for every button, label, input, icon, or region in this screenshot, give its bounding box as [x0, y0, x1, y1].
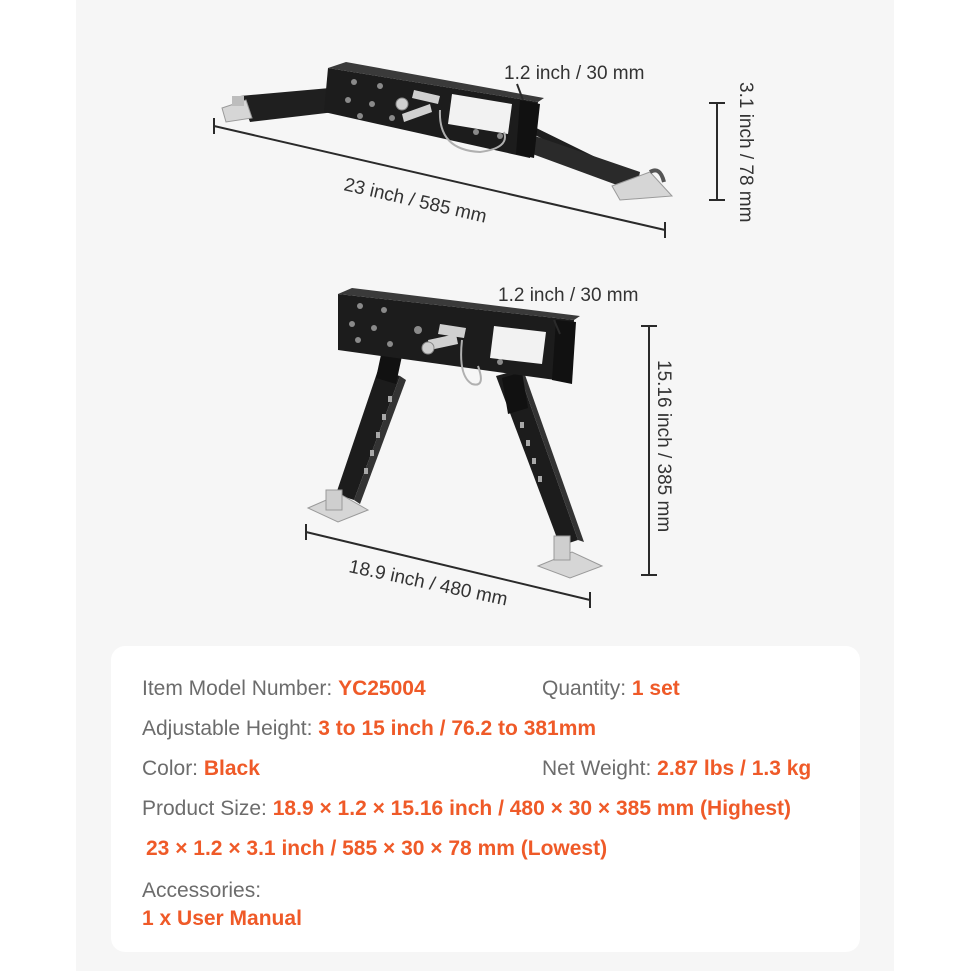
dim-bottom-height: 15.16 inch / 385 mm — [653, 360, 674, 533]
dim-bottom-width: 1.2 inch / 30 mm — [498, 285, 639, 306]
spec-quantity-label: Quantity: — [542, 677, 627, 700]
spec-model-label: Item Model Number: — [142, 677, 333, 700]
spec-model-value: YC25004 — [338, 677, 426, 700]
spec-size-value-highest: 18.9 × 1.2 × 15.16 inch / 480 × 30 × 385 mm (Highest) — [272, 797, 792, 820]
spec-size-value-lowest: 23 × 1.2 × 3.1 inch / 585 × 30 × 78 mm (Lowest) — [146, 837, 608, 860]
dim-top-width: 1.2 inch / 30 mm — [504, 63, 645, 84]
spec-weight-value: 2.87 lbs / 1.3 kg — [657, 757, 812, 780]
spec-color — [142, 756, 260, 782]
spec-weight-label: Net Weight: — [542, 757, 652, 780]
dim-bottom-span: 18.9 inch / 480 mm — [346, 556, 510, 611]
spec-accessories-label-row — [142, 878, 261, 904]
spec-size-lowest — [146, 836, 607, 862]
spec-accessories-value-row — [142, 906, 302, 932]
spec-height-label: Adjustable Height: — [142, 717, 313, 740]
spec-height-value: 3 to 15 inch / 76.2 to 381mm — [318, 717, 597, 740]
spec-quantity — [542, 676, 680, 702]
spec-size-label: Product Size: — [142, 797, 267, 820]
dim-top-length: 23 inch / 585 mm — [341, 174, 489, 228]
spec-color-label: Color: — [142, 757, 199, 780]
spec-weight — [542, 756, 811, 782]
spec-color-value: Black — [203, 757, 260, 780]
spec-accessories-label: Accessories: — [142, 879, 262, 902]
dim-top-height: 3.1 inch / 78 mm — [735, 82, 756, 223]
spec-accessories-value: 1 x User Manual — [142, 907, 302, 930]
spec-quantity-value: 1 set — [631, 677, 680, 700]
spec-model — [142, 676, 426, 702]
spec-size — [142, 796, 791, 822]
spec-height — [142, 716, 596, 742]
